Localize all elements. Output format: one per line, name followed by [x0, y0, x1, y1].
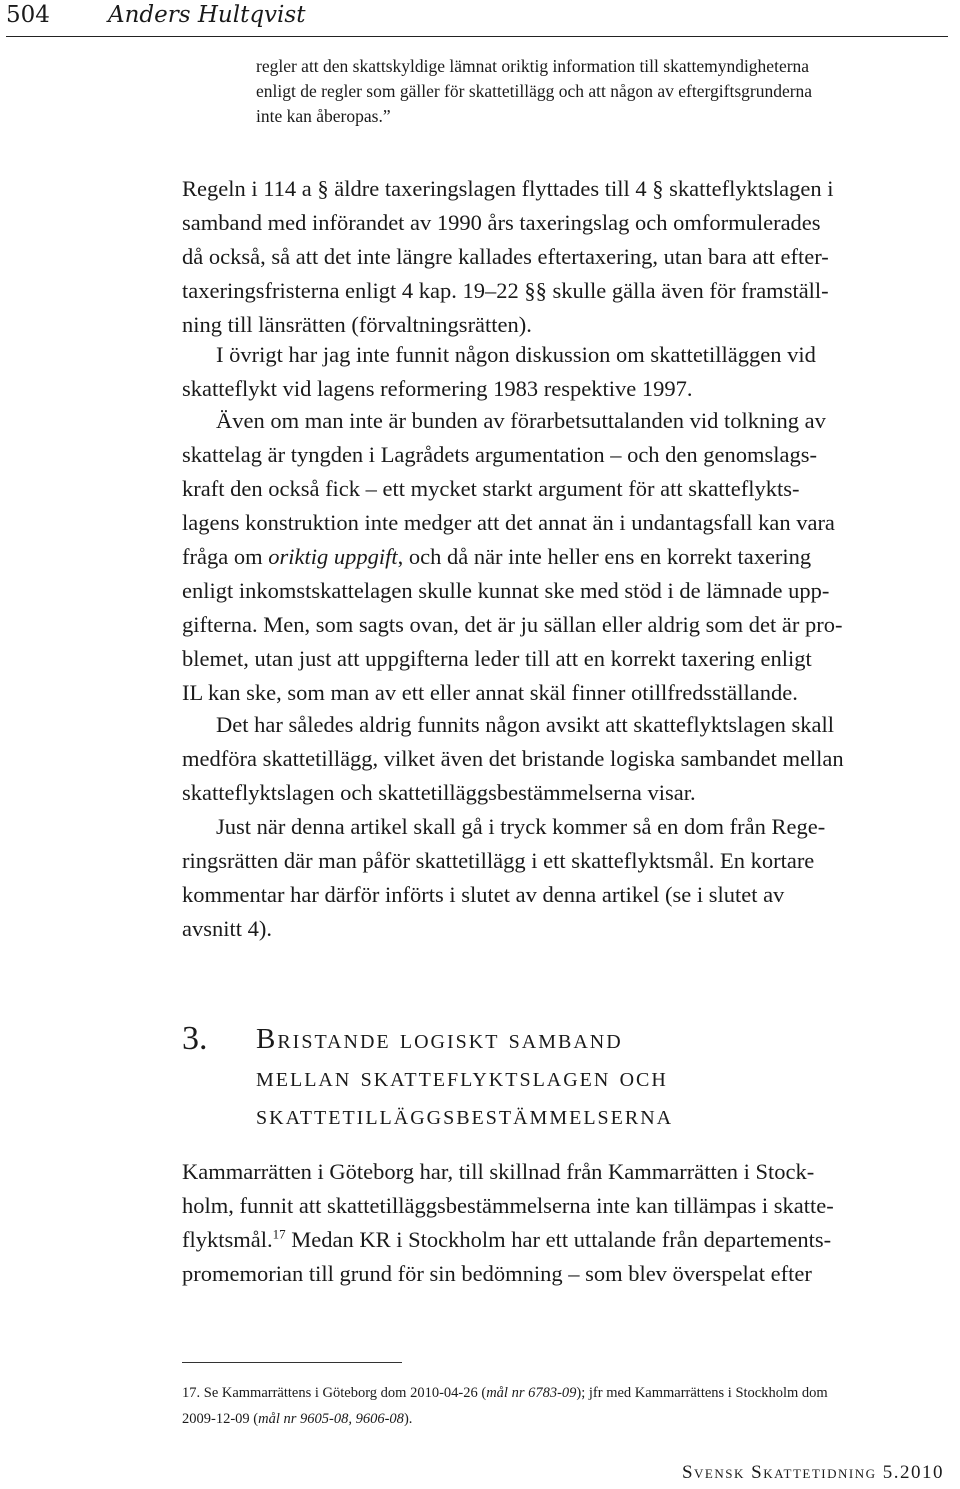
section-title	[256, 1020, 673, 1134]
text-line	[182, 540, 952, 574]
text-line: skatteflyktslagen och skattetilläggsbestämmelserna visar.	[182, 780, 696, 805]
text-line: ning till länsrätten (förvaltningsrätten).	[182, 312, 532, 337]
section-title-line: Bristande logiskt samband	[256, 1023, 623, 1055]
text-line: skatteflykt vid lagens reformering 1983 respektive 1997.	[182, 376, 693, 401]
text-line: kommentar har därför införts i slutet av denna artikel (se i slutet av	[182, 882, 785, 907]
text-line: skattelag är tyngden i Lagrådets argumentation – och den genomslags-	[182, 442, 818, 467]
section-title-line: skattetilläggsbestämmelserna	[256, 1099, 674, 1131]
running-footer: Svensk Skattetidning 5.2010	[681, 1462, 944, 1483]
text-run: 2009-12-09 (	[182, 1411, 259, 1427]
footnote-17	[182, 1380, 957, 1432]
text-line: Det har således aldrig funnits någon avsikt att skatteflyktslagen skall	[216, 712, 834, 737]
italic-term: oriktig uppgift	[268, 544, 398, 569]
text-line: Kammarrätten i Göteborg har, till skillnad från Kammarrätten i Stock-	[182, 1159, 815, 1184]
text-run: Medan KR i Stockholm har ett uttalande från departements-	[285, 1227, 832, 1252]
section-title-line: mellan skatteflyktslagen och	[256, 1061, 668, 1093]
text-line: samband med införandet av 1990 års taxeringslag och omformulerades	[182, 210, 821, 235]
footnote-line	[182, 1380, 957, 1406]
case-number: mål nr 9605-08, 9606-08	[258, 1411, 404, 1427]
text-line: då också, så att det inte längre kallades eftertaxering, utan bara att efter-	[182, 244, 829, 269]
footnote-line	[182, 1406, 957, 1432]
paragraph-1	[182, 172, 952, 342]
running-author: Anders Hultqvist	[108, 2, 306, 28]
quote-line: inte kan åberopas.”	[256, 106, 391, 126]
text-run: 17. Se Kammarrättens i Göteborg dom 2010-04-26 (	[182, 1385, 487, 1401]
footnote-rule	[182, 1362, 402, 1363]
text-run: , och då när inte heller ens en korrekt taxering	[397, 544, 812, 569]
paragraph-5	[182, 810, 952, 946]
text-line: kraft den också fick – ett mycket starkt argument för att skatteflykts-	[182, 476, 800, 501]
header-rule	[6, 36, 948, 37]
text-line: lagens konstruktion inte medger att det annat än i undantagsfall kan vara	[182, 510, 835, 535]
text-line	[182, 1223, 952, 1257]
running-header	[6, 0, 948, 36]
text-run: flyktsmål.	[182, 1227, 273, 1252]
text-run: fråga om	[182, 544, 269, 569]
text-run: ); jfr med Kammarrättens i Stockholm dom	[576, 1385, 828, 1401]
text-line: avsnitt 4).	[182, 916, 272, 941]
quote-line: regler att den skattskyldige lämnat oriktig information till skattemyndigheterna	[256, 56, 810, 76]
paragraph-4	[182, 708, 952, 810]
paragraph-2	[182, 338, 952, 406]
text-line: enligt inkomstskattelagen skulle kunnat ske med stöd i de lämnade upp-	[182, 578, 830, 603]
case-number: mål nr 6783-09	[486, 1385, 577, 1401]
page-number: 504	[6, 2, 50, 28]
section-paragraph	[182, 1155, 952, 1291]
text-line: I övrigt har jag inte funnit någon diskussion om skattetilläggen vid	[216, 342, 816, 367]
text-line: ringsrätten där man påför skattetillägg i ett skatteflyktsmål. En kortare	[182, 848, 815, 873]
text-line: IL kan ske, som man av ett eller annat skäl finner otillfredsställande.	[182, 680, 798, 705]
text-line: taxeringsfristerna enligt 4 kap. 19–22 §§ skulle gälla även för framställ-	[182, 278, 829, 303]
text-line: blemet, utan just att uppgifterna leder till att en korrekt taxering enligt	[182, 646, 812, 671]
text-line: Även om man inte är bunden av förarbetsuttalanden vid tolkning av	[216, 408, 826, 433]
text-line: medföra skattetillägg, vilket även det bristande logiska sambandet mellan	[182, 746, 844, 771]
text-line: Just när denna artikel skall gå i tryck kommer så en dom från Rege-	[216, 814, 826, 839]
text-line: gifterna. Men, som sagts ovan, det är ju sällan eller aldrig som det är pro-	[182, 612, 843, 637]
section-number: 3.	[182, 1020, 208, 1057]
quote-line: enligt de regler som gäller för skattetillägg och att någon av eftergiftsgrunderna	[256, 81, 813, 101]
paragraph-3	[182, 404, 952, 710]
text-run: ).	[403, 1411, 413, 1427]
text-line: holm, funnit att skattetilläggsbestämmelserna inte kan tillämpas i skatte-	[182, 1193, 834, 1218]
text-line: Regeln i 114 a § äldre taxeringslagen flyttades till 4 § skatteflyktslagen i	[182, 176, 834, 201]
block-quote	[256, 54, 956, 129]
text-line: promemorian till grund för sin bedömning – som blev överspelat efter	[182, 1261, 812, 1286]
footnote-ref-17[interactable]: 17	[272, 1226, 286, 1242]
